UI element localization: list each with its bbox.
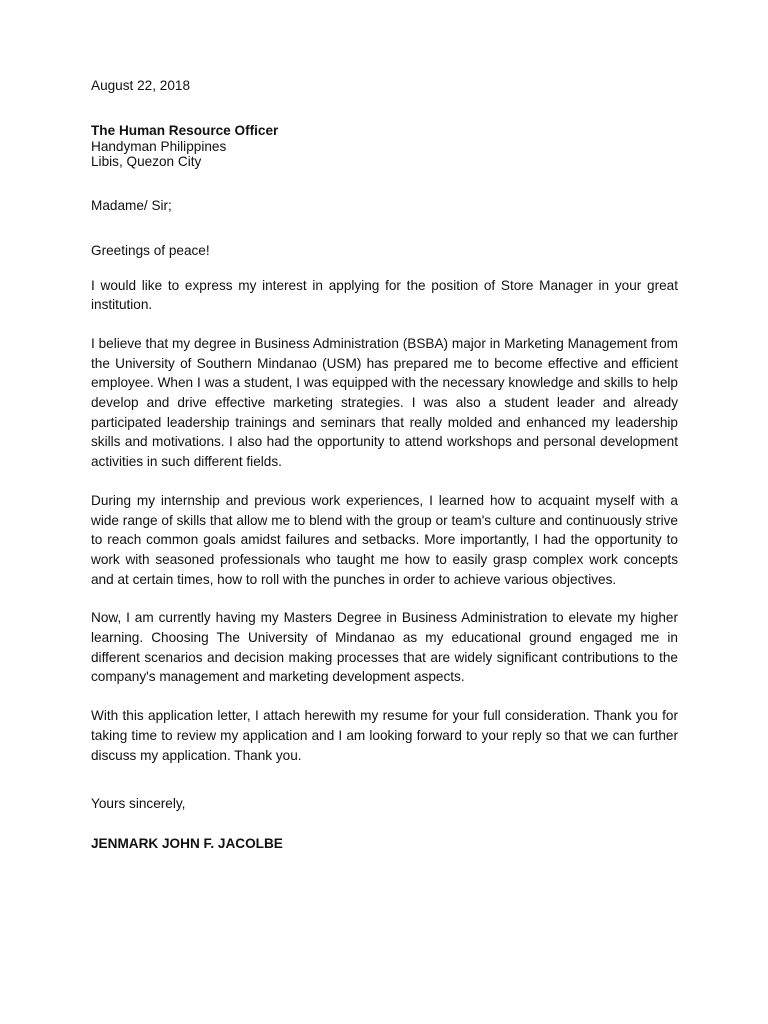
closing: Yours sincerely, xyxy=(91,796,186,812)
letter-page xyxy=(91,77,678,853)
signature-name: JENMARK JOHN F. JACOLBE xyxy=(91,836,283,852)
recipient-address: Libis, Quezon City xyxy=(91,154,202,169)
recipient-title: The Human Resource Officer xyxy=(91,123,279,138)
body-paragraph: With this application letter, I attach herewith my resume for your full consideration. Thank you for taking time to review my application and I am looking forward to your reply so that we can further discuss my application. Thank you. xyxy=(91,708,678,763)
body-paragraph: Now, I am currently having my Masters Degree in Business Administration to elevate my higher learning. Choosing The University of Mindanao as my educational ground engaged me in different scenarios and decision making processes that are widely significant contributions to the company's management and marketing development aspects. xyxy=(91,610,678,685)
body-paragraph: During my internship and previous work experiences, I learned how to acquaint myself with a wide range of skills that allow me to blend with the group or team's culture and continuously strive to reach common goals amidst failures and setbacks. More importantly, I had the opportunity to work with seasoned professionals who taught me how to easily grasp complex work concepts and at certain times, how to roll with the punches in order to achieve various objectives. xyxy=(91,492,678,587)
recipient-company: Handyman Philippines xyxy=(91,138,227,154)
greeting: Greetings of peace! xyxy=(91,242,210,258)
recipient-block xyxy=(91,123,678,170)
salutation: Madame/ Sir; xyxy=(91,197,172,213)
body-paragraph: I would like to express my interest in applying for the position of Store Manager in your great institution. xyxy=(91,277,678,313)
body-paragraph: I believe that my degree in Business Administration (BSBA) major in Marketing Management from the University of Southern Mindanao (USM) has prepared me to become effective and efficient employee. When I was a student, I was equipped with the necessary knowledge and skills to help develop and drive effective marketing strategies. I was also a student leader and already participated leadership trainings and seminars that really molded and enhanced my leadership skills and motivations. I also had the opportunity to attend workshops and personal development activities in such different fields. xyxy=(91,335,678,470)
letter-date: August 22, 2018 xyxy=(91,78,191,93)
